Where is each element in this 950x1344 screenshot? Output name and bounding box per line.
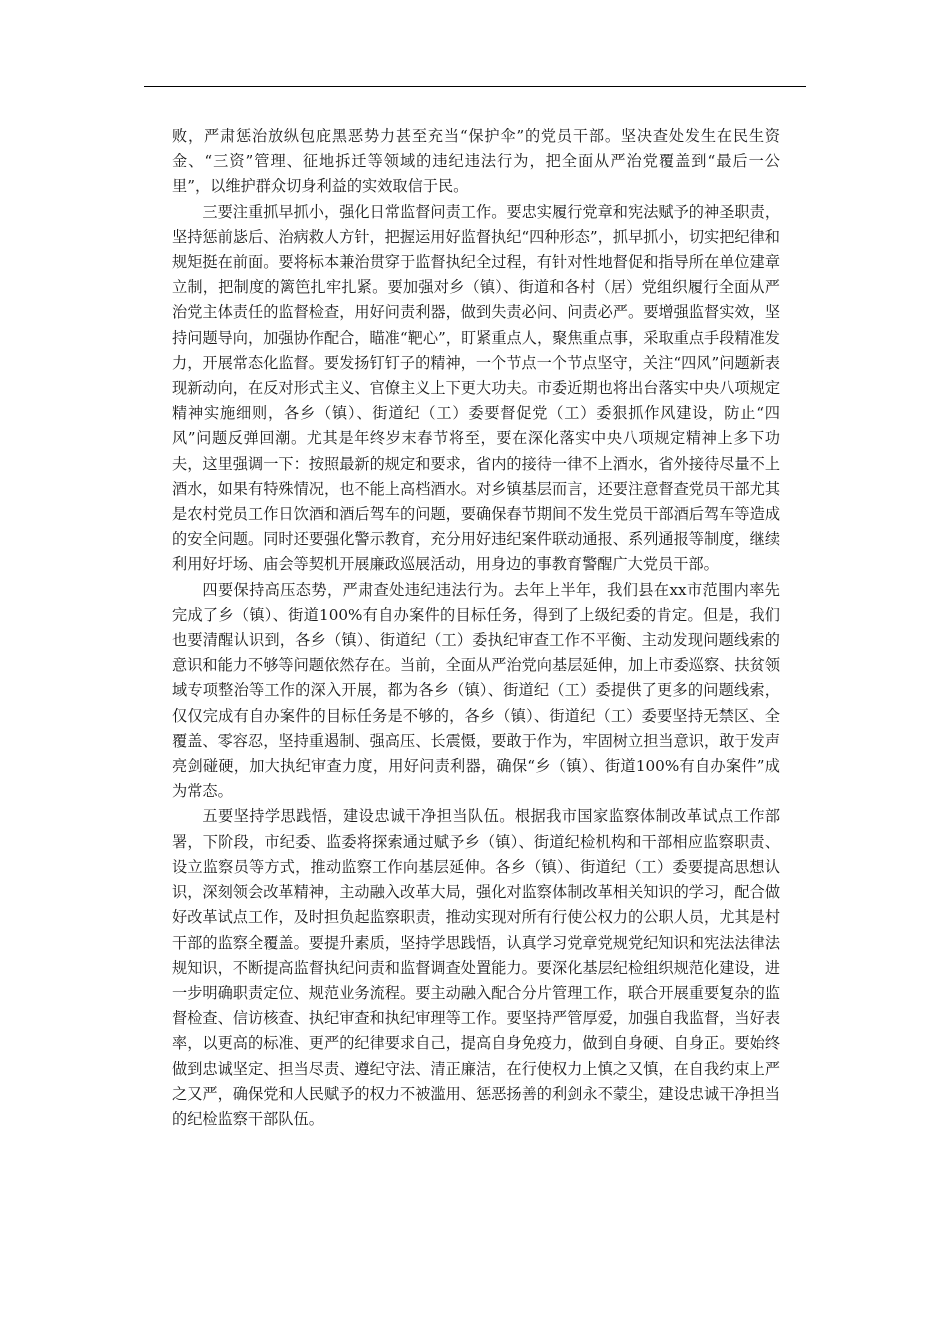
header-rule (144, 86, 806, 87)
paragraph-continuation: 败，严肃惩治放纵包庇黑恶势力甚至充当“保护伞”的党员干部。坚决查处发生在民生资金、“三资”管理、征地拆迁等领域的违纪违法行为，把全面从严治党覆盖到“最后一公里”，以维护群众切身利益的实效取信于民。 (172, 127, 780, 196)
document-body (172, 124, 780, 1132)
paragraph-point-four: 四要保持高压态势，严肃查处违纪违法行为。去年上半年，我们县在xx市范围内率先完成了乡（镇）、街道100%有自办案件的目标任务，得到了上级纪委的肯定。但是，我们也要清醒认识到，各乡（镇）、街道纪（工）委执纪审查工作不平衡、主动发现问题线索的意识和能力不够等问题依然存在。当前，全面从严治党向基层延伸，加上市委巡察、扶贫领域专项整治等工作的深入开展，都为各乡（镇）、街道纪（工）委提供了更多的问题线索，仅仅完成有自办案件的目标任务是不够的，各乡（镇）、街道纪（工）委要坚持无禁区、全覆盖、零容忍，坚持重遏制、强高压、长震慑，要敢于作为，牢固树立担当意识，敢于发声亮剑碰硬，加大执纪审查力度，用好问责利器，确保“乡（镇）、街道100%有自办案件”成为常态。 (172, 580, 780, 801)
paragraph-point-five: 五要坚持学思践悟，建设忠诚干净担当队伍。根据我市国家监察体制改革试点工作部署，下阶段，市纪委、监委将探索通过赋予乡（镇）、街道纪检机构和干部相应监察职责、设立监察员等方式，推动监察工作向基层延伸。各乡（镇）、街道纪（工）委要提高思想认识，深刻领会改革精神，主动融入改革大局，强化对监察体制改革相关知识的学习，配合做好改革试点工作，及时担负起监察职责，推动实现对所有行使公权力的公职人员，尤其是村干部的监察全覆盖。要提升素质，坚持学思践悟，认真学习党章党规党纪知识和宪法法律法规知识，不断提高监督执纪问责和监督调查处置能力。要深化基层纪检组织规范化建设，进一步明确职责定位、规范业务流程。要主动融入配合分片管理工作，联合开展重要复杂的监督检查、信访核查、执纪审查和执纪审理等工作。要坚持严管厚爱，加强自我监督，当好表率，以更高的标准、更严的纪律要求自己，提高自身免疫力，做到自身硬、自身正。要始终做到忠诚坚定、担当尽责、遵纪守法、清正廉洁，在行使权力上慎之又慎，在自我约束上严之又严，确保党和人民赋予的权力不被滥用、惩恶扬善的利剑永不蒙尘，建设忠诚干净担当的纪检监察干部队伍。 (172, 807, 780, 1128)
paragraph-point-three: 三要注重抓早抓小，强化日常监督问责工作。要忠实履行党章和宪法赋予的神圣职责，坚持惩前毖后、治病救人方针，把握运用好监督执纪“四种形态”，抓早抓小，切实把纪律和规矩挺在前面。要将标本兼治贯穿于监督执纪全过程，有针对性地督促和指导所在单位建章立制，把制度的篱笆扎牢扎紧。要加强对乡（镇）、街道和各村（居）党组织履行全面从严治党主体责任的监督检查，用好问责利器，做到失责必问、问责必严。要增强监督实效，坚持问题导向，加强协作配合，瞄准“靶心”，盯紧重点人，聚焦重点事，采取重点手段精准发力，开展常态化监督。要发扬钉钉子的精神，一个节点一个节点坚守，关注“四风”问题新表现新动向，在反对形式主义、官僚主义上下更大功夫。市委近期也将出台落实中央八项规定精神实施细则，各乡（镇）、街道纪（工）委要督促党（工）委狠抓作风建设，防止“四风”问题反弹回潮。尤其是年终岁末春节将至，要在深化落实中央八项规定精神上多下功夫，这里强调一下：按照最新的规定和要求，省内的接待一律不上酒水，省外接待尽量不上酒水，如果有特殊情况，也不能上高档酒水。对乡镇基层而言，还要注意督查党员干部尤其是农村党员工作日饮酒和酒后驾车的问题，要确保春节期间不发生党员干部酒后驾车等造成的安全问题。同时还要强化警示教育，充分用好违纪案件联动通报、系列通报等制度，继续利用好圩场、庙会等契机开展廉政巡展活动，用身边的事教育警醒广大党员干部。 (172, 202, 780, 574)
